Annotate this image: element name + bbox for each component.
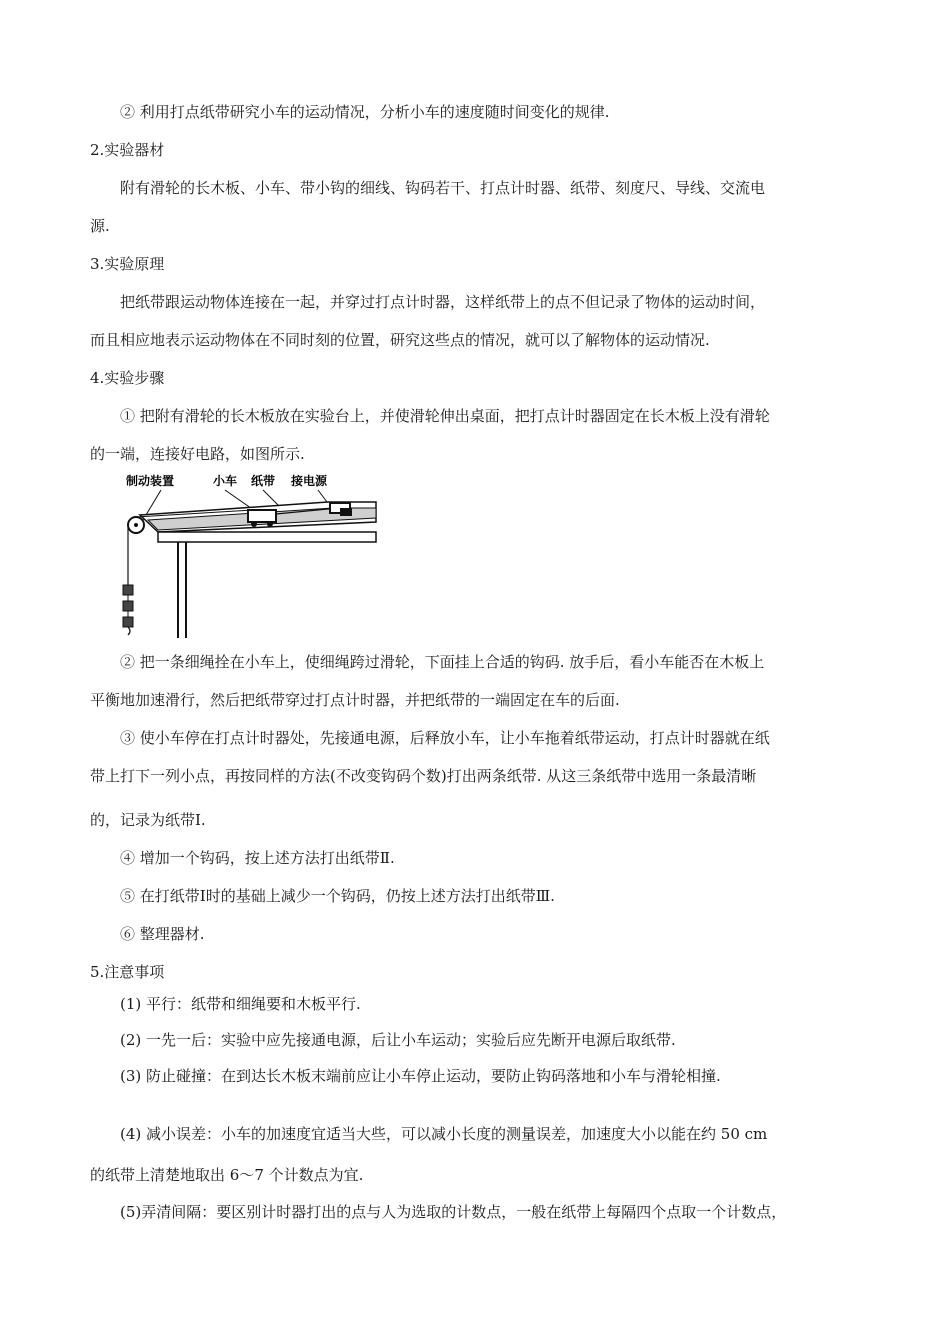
paragraph-line: (5)弄清间隔：要区别计时器打出的点与人为选取的计数点，一般在纸带上每隔四个点取一个计数点， — [120, 1203, 787, 1221]
table-edge — [158, 532, 376, 542]
hook-weight — [123, 601, 133, 611]
label-brake-device: 制动装置 — [126, 474, 175, 488]
section-heading: 3.实验原理 — [90, 255, 165, 273]
paragraph-line: 的纸带上清楚地取出 6～7 个计数点为宜. — [90, 1166, 364, 1184]
section-heading: 5.注意事项 — [90, 963, 165, 981]
paragraph-line: 把纸带跟运动物体连接在一起，并穿过打点计时器，这样纸带上的点不但记录了物体的运动时间， — [120, 293, 766, 311]
paragraph-line: 源. — [90, 217, 110, 235]
paragraph-line: ① 把附有滑轮的长木板放在实验台上，并使滑轮伸出桌面，把打点计时器固定在长木板上没有滑轮 — [120, 407, 770, 425]
paragraph-line: (1) 平行：纸带和细绳要和木板平行. — [120, 995, 361, 1013]
paragraph-line: 附有滑轮的长木板、小车、带小钩的细线、钩码若干、打点计时器、纸带、刻度尺、导线、交流电 — [120, 179, 766, 197]
paragraph-line: 平衡地加速滑行，然后把纸带穿过打点计时器，并把纸带的一端固定在车的后面. — [90, 691, 620, 709]
paragraph-line: ② 利用打点纸带研究小车的运动情况，分析小车的速度随时间变化的规律. — [120, 103, 610, 121]
paragraph-line: 带上打下一列小点，再按同样的方法(不改变钩码个数)打出两条纸带. 从这三条纸带中选用一条最清晰 — [90, 767, 757, 785]
paragraph-line: 的，记录为纸带Ⅰ. — [90, 811, 206, 829]
paragraph-line: (3) 防止碰撞：在到达长木板末端前应让小车停止运动，要防止钩码落地和小车与滑轮相撞. — [120, 1067, 721, 1085]
apparatus-figure — [118, 470, 383, 642]
paragraph-line: ③ 使小车停在打点计时器处，先接通电源，后释放小车，让小车拖着纸带运动，打点计时器就在纸 — [120, 729, 770, 747]
paragraph-line: 的一端，连接好电路，如图所示. — [90, 445, 305, 463]
apparatus-diagram — [118, 470, 383, 642]
label-tape: 纸带 — [251, 474, 276, 488]
paragraph-line: (4) 减小误差：小车的加速度宜适当大些，可以减小长度的测量误差，加速度大小以能在约 50 cm — [120, 1125, 768, 1143]
paragraph-line: ⑤ 在打纸带Ⅰ时的基础上减少一个钩码，仍按上述方法打出纸带Ⅲ. — [120, 887, 555, 905]
section-heading: 4.实验步骤 — [90, 369, 165, 387]
section-heading: 2.实验器材 — [90, 141, 165, 159]
label-cart: 小车 — [213, 474, 238, 488]
hook-weight — [123, 585, 133, 595]
paragraph-line: 而且相应地表示运动物体在不同时刻的位置，研究这些点的情况，就可以了解物体的运动情况. — [90, 331, 710, 349]
label-power: 接电源 — [291, 474, 328, 488]
paragraph-line: (2) 一先一后：实验中应先接通电源，后让小车运动；实验后应先断开电源后取纸带. — [120, 1031, 676, 1049]
paragraph-line: ② 把一条细绳拴在小车上，使细绳跨过滑轮，下面挂上合适的钩码. 放手后，看小车能否在木板上 — [120, 653, 765, 671]
paragraph-line: ④ 增加一个钩码，按上述方法打出纸带Ⅱ. — [120, 849, 395, 867]
hook-weight — [123, 617, 133, 627]
paragraph-line: ⑥ 整理器材. — [120, 925, 205, 943]
cart — [248, 510, 276, 522]
